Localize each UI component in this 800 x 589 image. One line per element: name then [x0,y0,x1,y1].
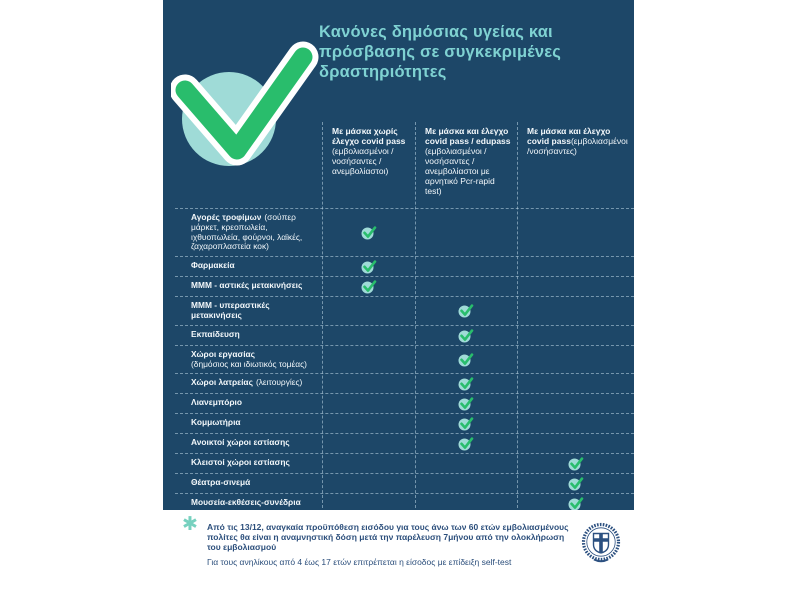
check-icon [458,396,474,411]
row-label [175,434,322,453]
infographic-panel [163,0,634,510]
table-row [175,296,634,325]
table-body [175,208,634,510]
column-header [517,122,634,208]
cell-mask-only [322,434,415,453]
cell-mask-covid-pass [517,454,634,473]
footer-note-bold: Από τις 13/12, αναγκαία προϋπόθεση εισόδου για τους άνω των 60 ετών εμβολιασμένους πολίτες θα είναι η αναμνηστική δόση μετά την παρέλευση 7μήνου από την ολοκλήρωση του εμβολιασμού [207,522,569,552]
check-icon [458,416,474,431]
cell-mask-covid-pass [517,374,634,393]
column-header-note: (εμβολιασμένοι / νοσήσαντες / ανεμβολίαστοι με αρνητικό Pcr-rapid test) [425,146,495,196]
row-label [175,374,322,393]
row-label-note: (σούπερ μάρκετ, κρεοπωλεία, ιχθυοπωλεία, φούρνοι, λαϊκές, ζαχαροπλαστεία κοκ) [191,212,303,252]
row-label [175,257,322,276]
column-header-title: Με μάσκα και έλεγχο covid pass / edupass [425,126,511,146]
cell-mask-only [322,474,415,493]
cell-mask-only [322,454,415,473]
row-label-text: Χώροι λατρείας [191,377,253,388]
column-header [415,122,517,208]
check-icon [361,279,377,294]
table-row [175,413,634,433]
cell-mask-covid-pass-edupass [415,257,517,276]
check-icon [568,476,584,491]
cell-mask-only [322,297,415,325]
check-icon [458,376,474,391]
rules-table [175,122,634,510]
cell-mask-covid-pass [517,474,634,493]
cell-mask-covid-pass [517,394,634,413]
page-title: Κανόνες δημόσιας υγείας και πρόσβασης σε συγκεκριμένες δραστηριότητες [319,23,562,81]
row-label [175,494,322,510]
cell-mask-only [322,277,415,296]
cell-mask-only [322,414,415,433]
row-label-text: Μουσεία-εκθέσεις-συνέδρια [191,497,301,508]
row-label-text: Λιανεμπόριο [191,397,242,408]
cell-mask-covid-pass [517,209,634,256]
row-label [175,394,322,413]
table-row [175,325,634,345]
row-label [175,414,322,433]
table-row [175,393,634,413]
cell-mask-covid-pass-edupass [415,394,517,413]
check-icon [568,496,584,510]
cell-mask-covid-pass-edupass [415,209,517,256]
table-row [175,373,634,393]
cell-mask-covid-pass-edupass [415,326,517,345]
cell-mask-covid-pass [517,434,634,453]
cell-mask-covid-pass [517,346,634,374]
check-icon [568,456,584,471]
asterisk-icon: ✱ [182,514,198,535]
cell-mask-covid-pass [517,494,634,510]
row-label-text: Ανοικτοί χώροι εστίασης [191,437,290,448]
table-row [175,493,634,510]
table-row [175,453,634,473]
check-icon [458,352,474,367]
column-header [322,122,415,208]
row-label-text: Αγορές τροφίμων [191,212,262,222]
table-row [175,276,634,296]
cell-mask-covid-pass [517,297,634,325]
row-label-text: Θέατρα-σινεμά [191,477,251,488]
cell-mask-covid-pass-edupass [415,374,517,393]
greek-government-emblem [575,517,627,569]
row-label [175,277,322,296]
table-row [175,256,634,276]
cell-mask-only [322,394,415,413]
table-header-row [175,122,634,208]
row-label [175,297,322,325]
cell-mask-only [322,209,415,256]
row-label [175,474,322,493]
check-icon [361,225,377,240]
check-icon [458,328,474,343]
check-icon [361,259,377,274]
cell-mask-covid-pass [517,277,634,296]
row-label-text: ΜΜΜ - αστικές μετακινήσεις [191,280,303,291]
table-row [175,345,634,374]
cell-mask-covid-pass-edupass [415,277,517,296]
row-label-text: Κλειστοί χώροι εστίασης [191,457,290,468]
cell-mask-only [322,346,415,374]
cell-mask-covid-pass [517,326,634,345]
cell-mask-only [322,374,415,393]
row-label-note: (λειτουργίες) [255,377,303,388]
row-label-text: ΜΜΜ - υπεραστικές μετακινήσεις [191,300,270,320]
row-label-text: Φαρμακεία [191,260,235,271]
row-label [175,209,322,256]
cell-mask-covid-pass-edupass [415,434,517,453]
cell-mask-only [322,326,415,345]
cell-mask-covid-pass-edupass [415,494,517,510]
cell-mask-only [322,494,415,510]
cell-mask-covid-pass-edupass [415,474,517,493]
check-icon [458,303,474,318]
row-label [175,326,322,345]
cell-mask-covid-pass-edupass [415,454,517,473]
row-label [175,346,322,374]
header-spacer [175,122,322,208]
column-header-note: (εμβολιασμένοι / νοσήσαντες / ανεμβολίαστοι) [332,146,394,176]
row-label-text: Κομμωτήρια [191,417,241,428]
table-row [175,208,634,256]
footer-note-regular: Για τους ανηλίκους από 4 έως 17 ετών επιτρέπεται η είσοδος με επίδειξη self-test [207,557,512,567]
row-label-note: (δημόσιος και ιδιωτικός τομέας) [191,358,307,369]
cell-mask-covid-pass-edupass [415,414,517,433]
table-row [175,433,634,453]
row-label-text: Χώροι εργασίας [191,348,256,359]
row-label [175,454,322,473]
cell-mask-only [322,257,415,276]
column-header-title: Με μάσκα και έλεγχο covid pass [527,126,611,146]
table-row [175,473,634,493]
cell-mask-covid-pass [517,257,634,276]
cell-mask-covid-pass [517,414,634,433]
column-header-note: (εμβολιασμένοι /νοσήσαντες) [527,136,628,156]
cell-mask-covid-pass-edupass [415,346,517,374]
column-header-title: Με μάσκα χωρίς έλεγχο covid pass [332,126,406,146]
cell-mask-covid-pass-edupass [415,297,517,325]
check-icon [458,436,474,451]
row-label-text: Εκπαίδευση [191,328,240,339]
